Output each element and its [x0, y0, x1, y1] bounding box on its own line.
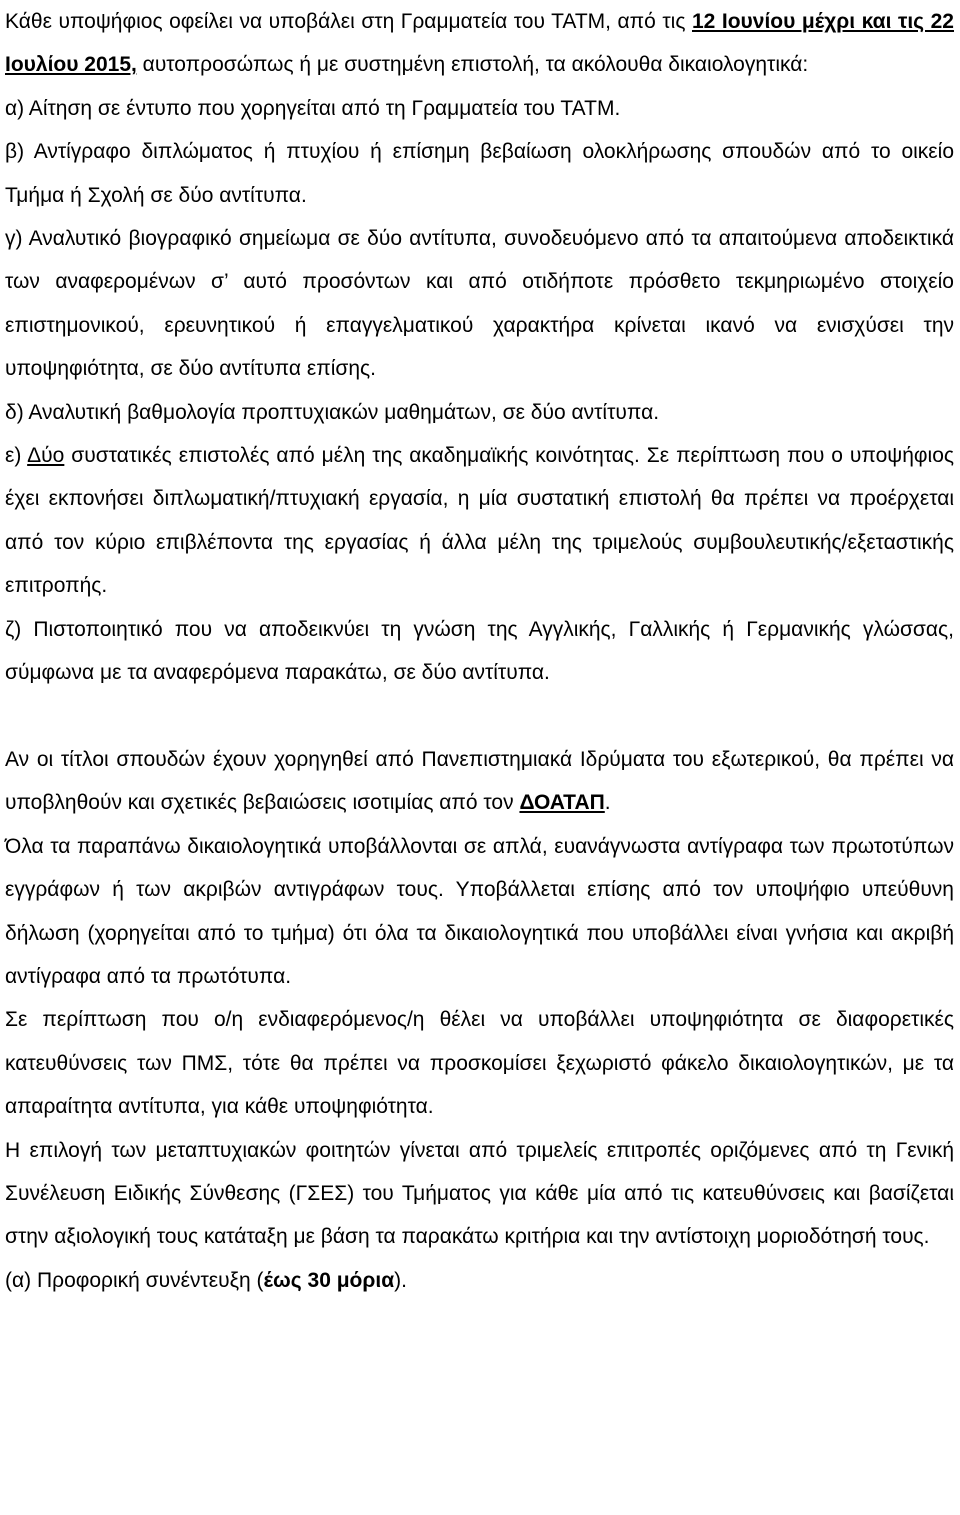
foreign-degrees-text: Αν οι τίτλοι σπουδών έχουν χορηγηθεί από Πανεπιστημιακά Ιδρύματα του εξωτερικού, θα πρέπει να υποβληθούν και σχετικές βεβαιώσεις ισοτιμίας από τον	[5, 747, 954, 815]
interview-points: έως 30 μόρια	[263, 1268, 395, 1292]
item-d: δ) Αναλυτική βαθμολογία προπτυχιακών μαθημάτων, σε δύο αντίτυπα.	[5, 400, 660, 424]
item-b: β) Αντίγραφο διπλώματος ή πτυχίου ή επίσημη βεβαίωση ολοκλήρωσης σπουδών από το οικείο Τμήμα ή Σχολή σε δύο αντίτυπα.	[5, 140, 954, 207]
interview-criterion	[5, 1259, 954, 1302]
intro-text-end: αυτοπροσώπως ή με συστημένη επιστολή, τα ακόλουθα δικαιολογητικά:	[136, 53, 809, 77]
item-a: α) Αίτηση σε έντυπο που χορηγείται από τη Γραμματεία του ΤΑΤΜ.	[5, 96, 621, 120]
item-e-text: συστατικές επιστολές από μέλη της ακαδημαϊκής κοινότητας. Σε περίπτωση που ο υποψήφιος έχει εκπονήσει διπλωματική/πτυχιακή εργασία, η μία συστατική επιστολή θα πρέπει να προέρχεται από τον κύριο επιβλέποντα της εργασίας ή άλλα μέλη της τριμελούς συμβουλευτικής/εξεταστικής επιτροπής.	[5, 444, 954, 598]
selection-paragraph: Η επιλογή των μεταπτυχιακών φοιτητών γίνεται από τριμελείς επιτροπές οριζόμενες από τη Γενική Συνέλευση Ειδικής Σύνθεσης (ΓΣΕΣ) του Τμήματος για κάθε μία από τις κατευθύνσεις και βασίζεται στην αξιολογική τους κατάταξη με βάση τα παρακάτω κριτήρια και την αντίστοιχη μοριοδότησή τους.	[5, 1138, 954, 1249]
doatap-label: ΔΟΑΤΑΠ	[519, 791, 605, 815]
foreign-degrees-paragraph	[5, 738, 954, 825]
blank-line	[5, 695, 954, 738]
intro-paragraph	[5, 0, 954, 87]
intro-text-start: Κάθε υποψήφιος οφείλει να υποβάλει στη Γραμματεία του ΤΑΤΜ, από τις	[5, 10, 692, 33]
interview-end: ).	[394, 1268, 407, 1292]
interview-text: (α) Προφορική συνέντευξη (	[5, 1268, 264, 1292]
copies-paragraph: Όλα τα παραπάνω δικαιολογητικά υποβάλλονται σε απλά, ευανάγνωστα αντίγραφα των πρωτοτύπων εγγράφων ή των ακριβών αντιγράφων τους. Υποβάλλεται επίσης από τον υποψήφιο υπεύθυνη δήλωση (χορηγείται από το τμήμα) ότι όλα τα δικαιολογητικά που υποβάλλει είναι γνήσια και ακριβή αντίγραφα από τα πρωτότυπα.	[5, 834, 954, 988]
item-e-prefix: ε)	[5, 444, 28, 468]
directions-paragraph: Σε περίπτωση που ο/η ενδιαφερόμενος/η θέλει να υποβάλλει υποψηφιότητα σε διαφορετικές κατευθύνσεις των ΠΜΣ, τότε θα πρέπει να προσκομίσει ξεχωριστό φάκελο δικαιολογητικών, με τα απαραίτητα αντίτυπα, για κάθε υποψηφιότητα.	[5, 1008, 954, 1119]
submission-dates: 12 Ιουνίου μέχρι και τις 22 Ιουλίου 2015,	[5, 10, 954, 77]
foreign-degrees-end: .	[604, 791, 611, 815]
item-z: ζ) Πιστοποιητικό που να αποδεικνύει τη γνώση της Αγγλικής, Γαλλικής ή Γερμανικής γλώσσας, σύμφωνα με τα αναφερόμενα παρακάτω, σε δύο αντίτυπα.	[5, 617, 954, 685]
item-e-underlined: Δύο	[27, 444, 65, 468]
item-e	[5, 434, 954, 608]
item-c: γ) Αναλυτικό βιογραφικό σημείωμα σε δύο αντίτυπα, συνοδευόμενο από τα απαιτούμενα αποδεικτικά των αναφερομένων σ’ αυτό προσόντων και από οτιδήποτε πρόσθετο τεκμηριωμένο στοιχείο επιστημονικού, ερευνητικού ή επαγγελματικού χαρακτήρα κρίνεται ικανό να ενισχύσει την υποψηφιότητα, σε δύο αντίτυπα επίσης.	[5, 227, 954, 381]
